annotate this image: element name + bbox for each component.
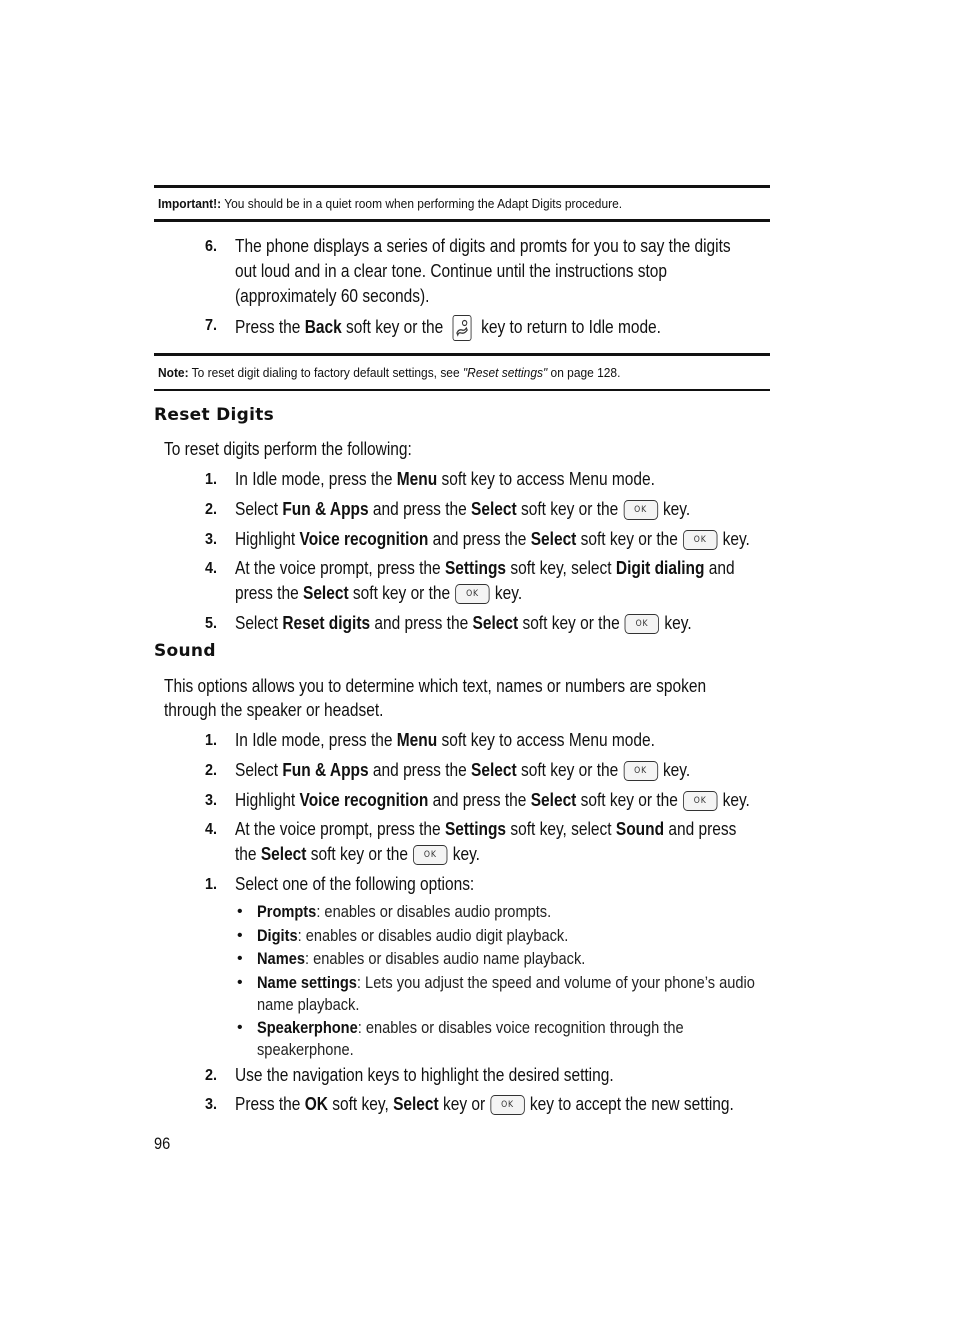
note-top-rule <box>154 353 770 356</box>
ok-key-icon: OK <box>625 614 659 634</box>
select-label: Select <box>530 790 577 810</box>
text: Press the <box>235 316 301 337</box>
reset-step-2-number: 2. <box>205 501 218 518</box>
reset-step-4-line-1 <box>235 558 735 579</box>
select-label: Select <box>393 1094 439 1114</box>
desc: : enables or disables voice recognition through the <box>357 1018 684 1037</box>
note-box <box>158 365 620 380</box>
step-6-line-3: (approximately 60 seconds). <box>235 286 430 306</box>
sound-step-4-line-2 <box>235 844 480 865</box>
step-6-line-2: out loud and in a clear tone. Continue until the instructions stop <box>235 261 668 281</box>
bullet-digits <box>257 926 568 946</box>
text: Highlight <box>235 790 296 810</box>
select-label: Select <box>472 613 519 633</box>
important-note <box>158 196 622 211</box>
sound-step-5-number: 1. <box>205 876 218 893</box>
term: Prompts <box>257 902 317 921</box>
text: and press the <box>432 529 527 549</box>
select-label: Select <box>471 760 517 780</box>
ok-key-icon: OK <box>623 500 657 520</box>
step-7-text <box>235 315 661 341</box>
reset-step-5-text <box>235 613 692 634</box>
text: Select <box>235 760 279 780</box>
text: soft key or the <box>580 529 678 549</box>
text: key. <box>662 499 691 519</box>
reset-step-1-number: 1. <box>205 471 218 488</box>
select-label: Select <box>471 499 517 519</box>
bullet-icon: • <box>237 950 243 967</box>
sound-label: Sound <box>615 819 665 839</box>
menu-label: Menu <box>396 469 438 489</box>
text: soft key or the <box>580 790 678 810</box>
reset-step-5-number: 5. <box>205 615 218 632</box>
reset-step-4-line-2 <box>235 583 522 604</box>
desc: : enables or disables audio digit playback. <box>297 926 569 945</box>
term: Name settings <box>257 973 357 992</box>
bullet-icon: • <box>237 927 243 944</box>
important-bottom-rule <box>154 219 770 222</box>
text: soft key or the <box>352 583 451 603</box>
menu-label: Menu <box>396 730 438 750</box>
text: and press <box>668 819 737 839</box>
text: soft key, <box>332 1094 389 1114</box>
text: Highlight <box>235 529 296 549</box>
sound-step-1-number: 1. <box>205 732 218 749</box>
text: key. <box>452 844 480 864</box>
step-6-number: 6. <box>205 238 218 255</box>
note-label: Note: <box>158 365 189 380</box>
text: soft key to access Menu mode. <box>441 469 655 489</box>
sound-step-2-text <box>235 760 690 781</box>
text: soft key or the <box>520 760 619 780</box>
sound-step-6-number: 2. <box>205 1067 218 1084</box>
settings-label: Settings <box>444 558 507 578</box>
select-label: Select <box>302 583 349 603</box>
note-tail: on page 128. <box>550 365 621 380</box>
text: key. <box>662 760 691 780</box>
text: Press the <box>235 1094 301 1114</box>
bullet-speakerphone-cont <box>257 1040 354 1060</box>
bullet-name-settings-cont <box>257 995 359 1015</box>
important-text: You should be in a quiet room when performing the Adapt Digits procedure. <box>224 196 623 211</box>
note-bottom-rule <box>154 389 770 391</box>
reset-step-1-text <box>235 469 655 490</box>
text: and press the <box>372 499 467 519</box>
text: soft key or the <box>310 844 409 864</box>
text: key to accept the new setting. <box>529 1094 734 1114</box>
reset-step-3-text <box>235 529 750 550</box>
sound-heading: Sound <box>154 641 216 661</box>
sound-step-1-text <box>235 730 655 751</box>
ok-key-icon: OK <box>623 761 657 781</box>
term: Speakerphone <box>257 1018 358 1037</box>
sound-step-4-number: 4. <box>205 821 218 838</box>
bullet-names <box>257 949 585 969</box>
sound-step-5-text: Select one of the following options: <box>235 874 475 894</box>
reset-step-3-number: 3. <box>205 531 218 548</box>
text: and press the <box>372 760 467 780</box>
sound-step-3-text <box>235 790 750 811</box>
sound-step-4-line-1 <box>235 819 736 840</box>
end-key-icon <box>453 315 472 341</box>
sound-step-7-text <box>235 1094 734 1115</box>
reset-step-2-text <box>235 499 690 520</box>
text: key. <box>494 583 523 603</box>
desc: speakerphone. <box>257 1040 354 1059</box>
text: soft key, select <box>510 558 612 578</box>
note-reference: "Reset settings" <box>462 365 548 380</box>
bullet-prompts <box>257 902 551 922</box>
important-label: Important!: <box>158 196 222 211</box>
text: soft key or the <box>346 316 444 337</box>
text: press the <box>235 583 299 603</box>
sound-step-6-text: Use the navigation keys to highlight the desired setting. <box>235 1065 614 1085</box>
reset-digits-label: Reset digits <box>282 613 371 633</box>
bullet-icon: • <box>237 903 243 920</box>
text: key or <box>442 1094 486 1114</box>
fun-apps-label: Fun & Apps <box>282 499 369 519</box>
step-6-line-1: The phone displays a series of digits and promts for you to say the digits <box>235 236 731 256</box>
text: At the voice prompt, press the <box>235 819 441 839</box>
fun-apps-label: Fun & Apps <box>282 760 369 780</box>
reset-step-4-number: 4. <box>205 560 218 577</box>
sound-intro-line-1: This options allows you to determine which text, names or numbers are spoken <box>164 676 707 696</box>
text: key. <box>722 529 750 549</box>
back-label: Back <box>304 316 342 337</box>
bullet-icon: • <box>237 974 243 991</box>
text: Select <box>235 499 279 519</box>
sound-step-7-number: 3. <box>205 1096 218 1113</box>
desc: name playback. <box>257 995 360 1014</box>
bullet-name-settings <box>257 973 755 993</box>
ok-key-icon: OK <box>490 1095 524 1115</box>
ok-key-icon: OK <box>455 584 489 604</box>
desc: : enables or disables audio prompts. <box>316 902 552 921</box>
select-label: Select <box>530 529 577 549</box>
text: soft key, select <box>510 819 612 839</box>
text: the <box>235 844 257 864</box>
select-label: Select <box>260 844 307 864</box>
term: Digits <box>257 926 298 945</box>
text: In Idle mode, press the <box>235 469 393 489</box>
voice-recognition-label: Voice recognition <box>299 790 429 810</box>
term: Names <box>257 949 305 968</box>
text: key. <box>722 790 750 810</box>
ok-key-icon: OK <box>683 530 717 550</box>
sound-intro-line-2: through the speaker or headset. <box>164 700 384 720</box>
note-text: To reset digit dialing to factory default settings, see <box>191 365 460 380</box>
text: and <box>708 558 735 578</box>
reset-digits-heading: Reset Digits <box>154 405 275 425</box>
sound-step-2-number: 2. <box>205 762 218 779</box>
text: Select <box>235 613 279 633</box>
desc: : Lets you adjust the speed and volume of your phone’s audio <box>356 973 755 992</box>
text: key to return to Idle mode. <box>481 316 661 337</box>
settings-label: Settings <box>444 819 507 839</box>
digit-dialing-label: Digit dialing <box>615 558 705 578</box>
top-rule <box>154 185 770 188</box>
step-7-number: 7. <box>205 317 218 334</box>
ok-key-icon: OK <box>413 845 447 865</box>
text: and press the <box>432 790 527 810</box>
voice-recognition-label: Voice recognition <box>299 529 429 549</box>
bullet-speakerphone <box>257 1018 684 1038</box>
desc: : enables or disables audio name playback. <box>304 949 586 968</box>
text: At the voice prompt, press the <box>235 558 441 578</box>
bullet-icon: • <box>237 1019 243 1036</box>
sound-step-3-number: 3. <box>205 792 218 809</box>
text: soft key to access Menu mode. <box>441 730 655 750</box>
text: and press the <box>374 613 469 633</box>
text: key. <box>664 613 692 633</box>
text: soft key or the <box>522 613 620 633</box>
reset-intro: To reset digits perform the following: <box>164 439 412 459</box>
ok-key-icon: OK <box>683 791 717 811</box>
page-number: 96 <box>154 1134 171 1153</box>
text: soft key or the <box>520 499 619 519</box>
text: In Idle mode, press the <box>235 730 393 750</box>
ok-label: OK <box>304 1094 328 1114</box>
